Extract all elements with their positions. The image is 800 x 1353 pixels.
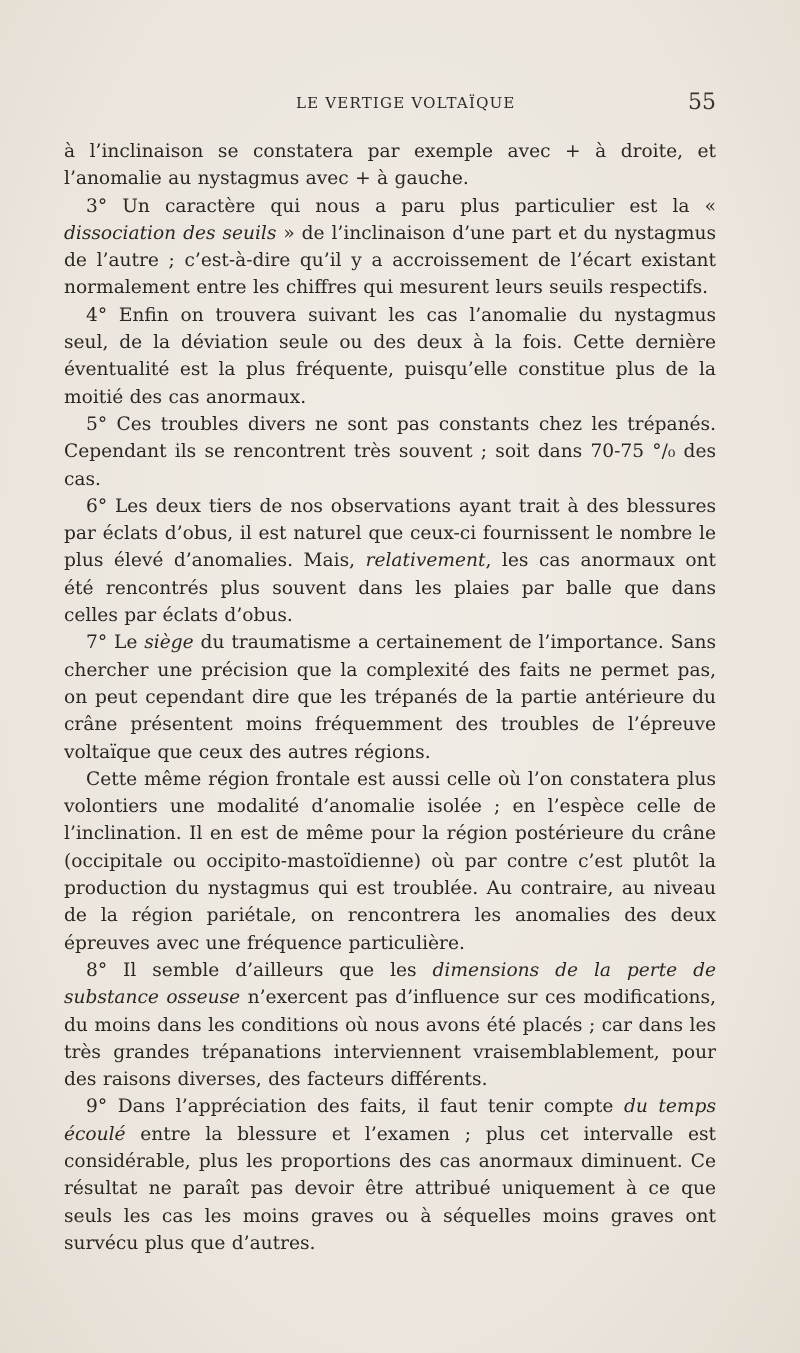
paragraph-7 [64, 629, 716, 765]
page-number: 55 [688, 90, 716, 115]
paragraph-7-continued [64, 766, 716, 957]
italic-term: relativement [365, 550, 486, 572]
paragraph-6 [64, 493, 716, 629]
text-run: 4° Enfin on trouvera suivant les cas l’anomalie du nystagmus seul, de la déviation seule ou des deux à la fois. Cette dernière éventualité est la plus fréquente, puisqu’elle constitue plus de la moitié des cas anormaux. [64, 304, 716, 408]
text-run: du traumatisme a certainement de l’importance. Sans chercher une précision que la complexité des faits ne permet pas, on peut cependant dire que les trépanés de la partie antérieure du crâne présentent moins fréquemment des troubles de l’épreuve voltaïque que ceux des autres régions. [64, 632, 716, 763]
text-run: 5° Ces troubles divers ne sont pas constants chez les trépanés. Cependant ils se rencontrent très souvent ; soit dans 70-75 °/₀ des cas. [64, 413, 716, 490]
text-run: 6° Les deux tiers de nos observations ayant trait à des blessures par éclats d’obus, il est naturel que ceux-ci fournissent le nombre le plus élevé d’anomalies. Mais, [64, 495, 716, 572]
paragraph-9 [64, 1093, 716, 1257]
text-run: , les cas anormaux ont été rencontrés plus souvent dans les plaies par balle que dans celles par éclats d’obus. [64, 550, 716, 627]
body-text [64, 138, 716, 1257]
text-run: 3° Un caractère qui nous a paru plus particulier est la « [86, 195, 716, 217]
paragraph-3 [64, 193, 716, 302]
text-run: » de l’inclinaison d’une part et du nystagmus de l’autre ; c’est-à-dire qu’il y a accroissement de l’écart existant normalement entre les chiffres qui mesurent leurs seuils respectifs. [64, 222, 716, 299]
text-run: 8° Il semble d’ailleurs que les [86, 959, 433, 981]
paragraph-4 [64, 302, 716, 411]
running-title: LE VERTIGE VOLTAÏQUE [296, 94, 516, 112]
paragraph-continuation [64, 138, 716, 193]
text-run: 7° Le [86, 632, 145, 654]
text-run: à l’inclinaison se constatera par exemple avec + à droite, et l’anomalie au nystagmus avec + à gauche. [64, 141, 716, 190]
paragraph-5 [64, 411, 716, 493]
text-run: n’exercent pas d’influence sur ces modifications, du moins dans les conditions où nous avons été placés ; car dans les très grandes trépanations interviennent vraisemblablement, pour des raisons diverses, des facteurs différents. [64, 987, 716, 1091]
italic-term: dimensions de la perte de substance osseuse [64, 959, 717, 1009]
italic-term: dissociation des seuils [64, 222, 277, 244]
text-run: 9° Dans l’appréciation des faits, il faut tenir compte [86, 1096, 624, 1118]
italic-term: du temps écoulé [64, 1096, 716, 1145]
italic-term: siège [144, 632, 194, 654]
text-run: Cette même région frontale est aussi celle où l’on constatera plus volontiers une modalité d’anomalie isolée ; en l’espèce celle de l’inclination. Il en est de même pour la région postérieure du crâne (occipitale ou occipito-mastoïdienne) où par contre c’est plutôt la production du nystagmus qui est troublée. Au contraire, au niveau de la région pariétale, on rencontrera les anomalies des deux épreuves avec une fréquence particulière. [64, 768, 716, 954]
text-run: entre la blessure et l’examen ; plus cet intervalle est considérable, plus les proportions des cas anormaux diminuent. Ce résultat ne paraît pas devoir être attribué uniquement à ce que seuls les cas les moins graves ou à séquelles moins graves ont survécu plus que d’autres. [64, 1123, 716, 1254]
page-header [64, 90, 716, 118]
paragraph-8 [64, 957, 716, 1093]
